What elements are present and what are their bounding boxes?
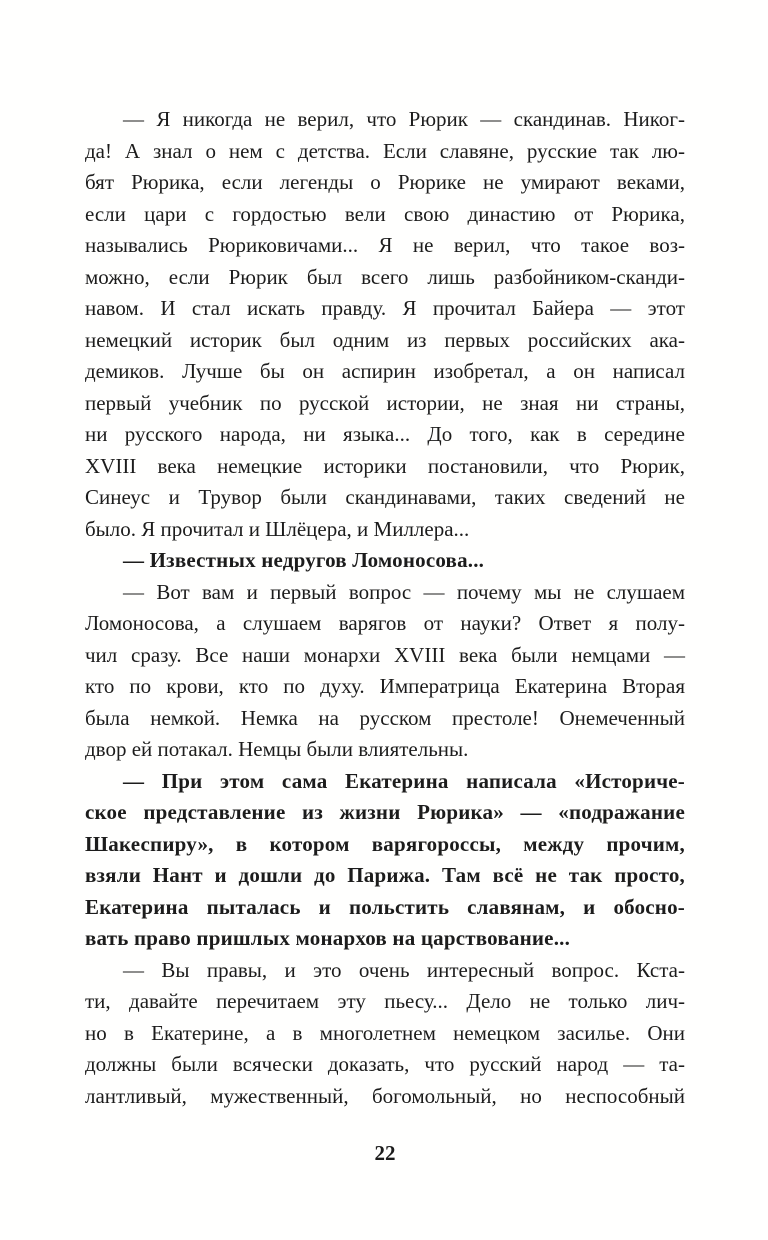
page-footer	[85, 1138, 685, 1170]
text-line: ти, давайте перечитаем эту пьесу... Дело не только лич-	[85, 989, 685, 1013]
text-line: была немкой. Немка на русском престоле! Онемеченный	[85, 705, 685, 730]
paragraph	[85, 545, 685, 577]
paragraph	[85, 577, 685, 766]
text-line: — Известных недругов Ломоносова...	[123, 548, 485, 572]
paragraph	[85, 766, 685, 955]
text-line: — Вот вам и первый вопрос — почему мы не слушаем	[123, 579, 685, 604]
text-line: лантливый, мужественный, богомольный, но неспособный	[85, 1083, 685, 1108]
text-line: Екатерина пыталась и польстить славянам, и обосно-	[85, 894, 685, 919]
text-line: было. Я прочитал и Шлёцера, и Миллера...	[85, 516, 470, 541]
text-line: — Я никогда не верил, что Рюрик — скандинав. Никог-	[123, 107, 685, 131]
text-line: — При этом сама Екатерина написала «Историче-	[123, 768, 685, 793]
text-line: назывались Рюриковичами... Я не верил, что такое воз-	[85, 233, 685, 257]
text-line: Ломоносова, а слушаем варягов от науки? Ответ я полу-	[85, 611, 685, 635]
text-line: — Вы правы, и это очень интересный вопрос. Кста-	[123, 957, 685, 982]
text-line: ни русского народа, ни языка... До того, как в середине	[85, 422, 685, 446]
text-line: двор ей потакал. Немцы были влиятельны.	[85, 737, 469, 761]
text-line: Шакеспиру», в котором варягороссы, между прочим,	[85, 831, 685, 856]
text-line: первый учебник по русской истории, не зная ни страны,	[85, 390, 685, 415]
page-number: 22	[374, 1141, 396, 1165]
text-line: но в Екатерине, а в многолетнем немецком засилье. Они	[85, 1020, 685, 1045]
text-line: Синеус и Трувор были скандинавами, таких сведений не	[85, 485, 685, 509]
text-line: вать право пришлых монархов на царствование...	[85, 926, 571, 950]
text-line: бят Рюрика, если легенды о Рюрике не умирают веками,	[85, 170, 685, 194]
text-line: XVIII века немецкие историки постановили, что Рюрик,	[85, 453, 685, 478]
text-line: можно, если Рюрик был всего лишь разбойником-сканди-	[85, 264, 685, 289]
text-line: немецкий историк был одним из первых российских ака-	[85, 327, 685, 352]
text-line: чил сразу. Все наши монархи XVIII века были немцами —	[85, 642, 685, 667]
text-line: взяли Нант и дошли до Парижа. Там всё не так просто,	[85, 863, 685, 887]
text-line: навом. И стал искать правду. Я прочитал Байера — этот	[85, 296, 685, 320]
text-line: должны были всячески доказать, что русский народ — та-	[85, 1052, 685, 1076]
text-line: демиков. Лучше бы он аспирин изобретал, а он написал	[85, 359, 685, 383]
text-line: ское представление из жизни Рюрика» — «подражание	[85, 800, 685, 824]
paragraph	[85, 955, 685, 1113]
page-text	[85, 104, 685, 1112]
text-line: если цари с гордостью вели свою династию от Рюрика,	[85, 201, 685, 226]
text-line: да! А знал о нем с детства. Если славяне, русские так лю-	[85, 138, 685, 163]
text-line: кто по крови, кто по духу. Императрица Екатерина Вторая	[85, 674, 685, 698]
paragraph	[85, 104, 685, 545]
